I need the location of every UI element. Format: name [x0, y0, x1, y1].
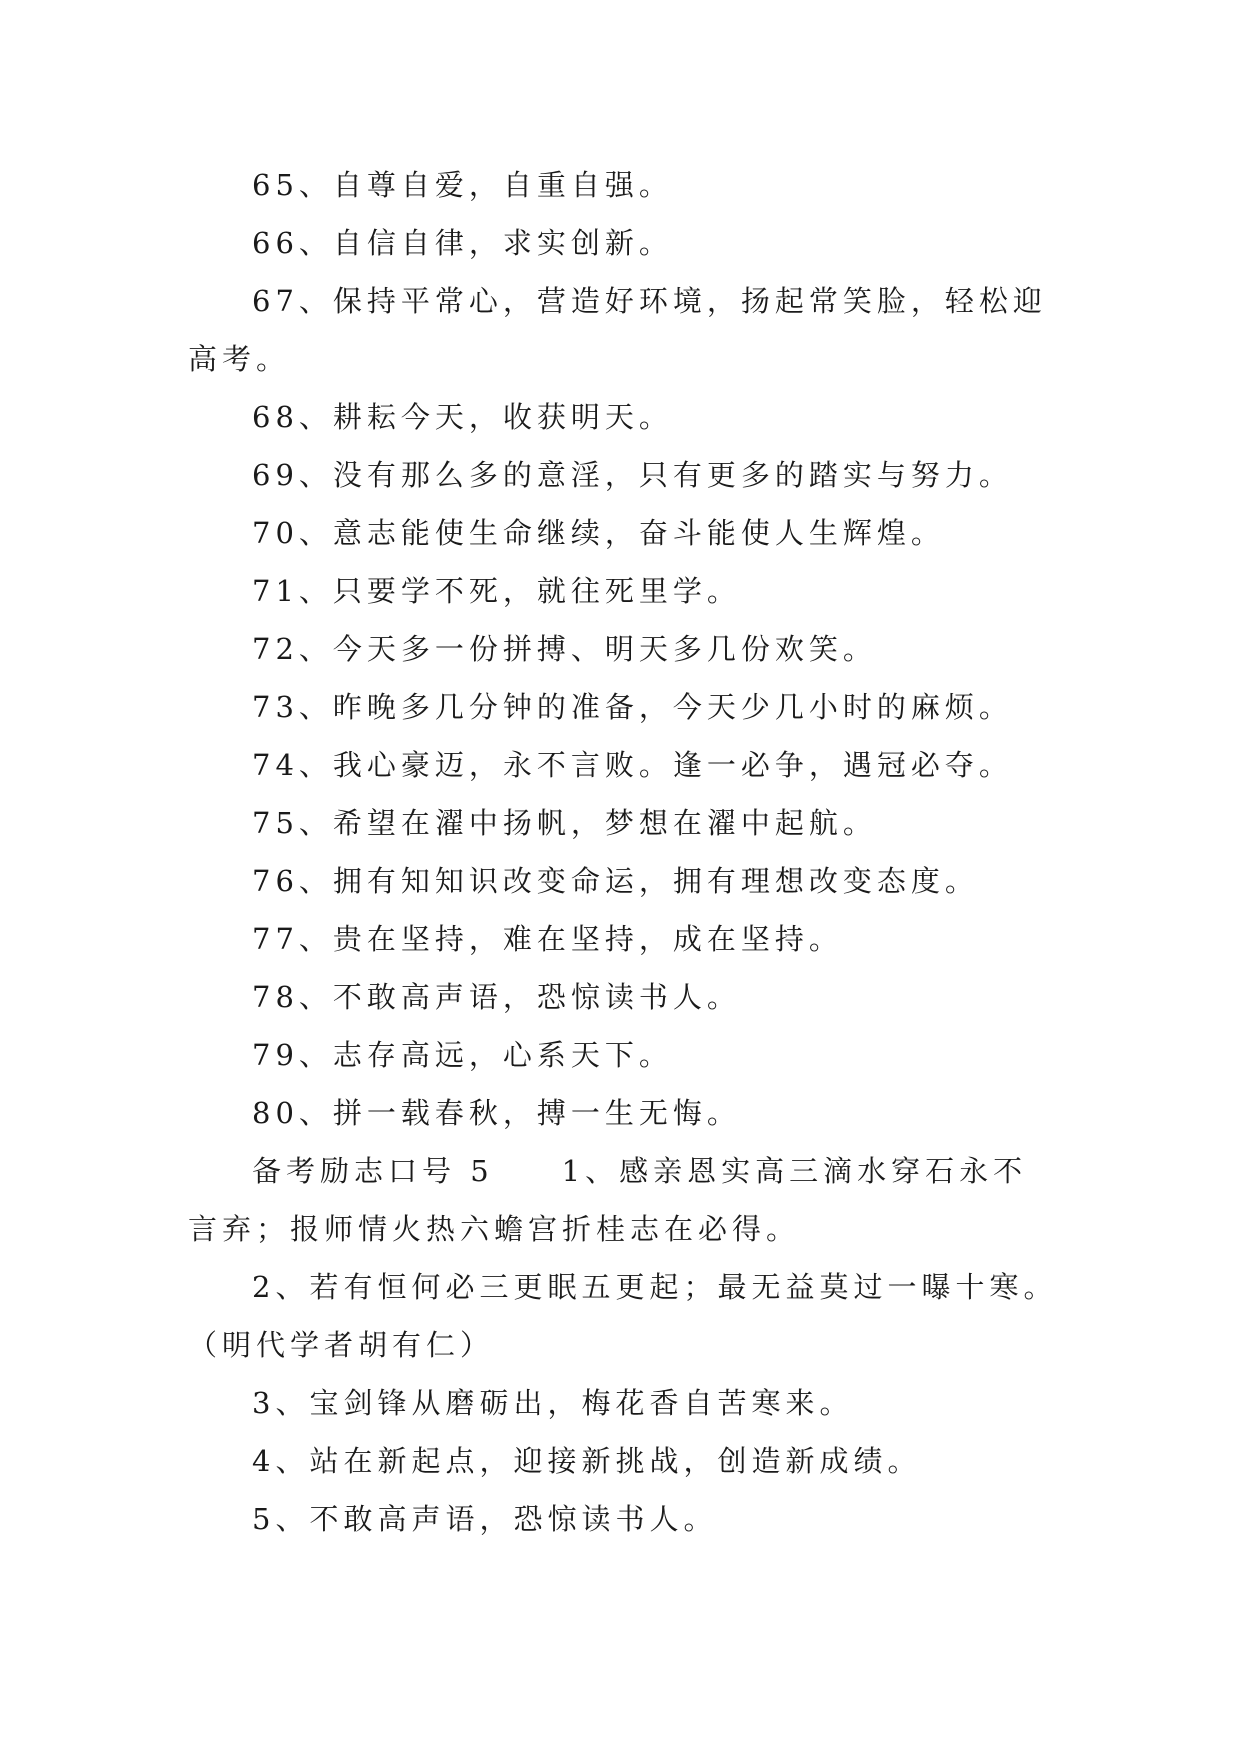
section-heading-slogans-5: 备考励志口号 5 1、感亲恩实高三滴水穿石永不言弃；报师情火热六蟾宫折桂志在必得。	[188, 1154, 1028, 1246]
paragraph-69: 69、没有那么多的意淫，只有更多的踏实与努力。	[252, 458, 1013, 492]
paragraph-77: 77、贵在坚持，难在坚持，成在坚持。	[252, 922, 843, 956]
paragraph-5: 5、不敢高声语，恐惊读书人。	[252, 1502, 718, 1536]
paragraph-73: 73、昨晚多几分钟的准备，今天少几小时的麻烦。	[252, 690, 1013, 724]
paragraph-80: 80、拼一载春秋，搏一生无悔。	[252, 1096, 741, 1130]
paragraph-74: 74、我心豪迈，永不言败。逢一必争，遇冠必夺。	[252, 748, 1013, 782]
paragraph-70: 70、意志能使生命继续，奋斗能使人生辉煌。	[252, 516, 945, 550]
paragraph-2: 2、若有恒何必三更眠五更起；最无益莫过一曝十寒。（明代学者胡有仁）	[188, 1270, 1058, 1362]
paragraph-68: 68、耕耘今天，收获明天。	[252, 400, 673, 434]
paragraph-3: 3、宝剑锋从磨砺出，梅花香自苦寒来。	[252, 1386, 854, 1420]
paragraph-67: 67、保持平常心，营造好环境，扬起常笑脸，轻松迎高考。	[188, 284, 1047, 376]
document-body	[188, 156, 1058, 1548]
paragraph-72: 72、今天多一份拼搏、明天多几份欢笑。	[252, 632, 877, 666]
paragraph-76: 76、拥有知知识改变命运，拥有理想改变态度。	[252, 864, 979, 898]
paragraph-78: 78、不敢高声语，恐惊读书人。	[252, 980, 741, 1014]
paragraph-71: 71、只要学不死，就往死里学。	[252, 574, 741, 608]
paragraph-66: 66、自信自律，求实创新。	[252, 226, 673, 260]
paragraph-79: 79、志存高远，心系天下。	[252, 1038, 673, 1072]
paragraph-4: 4、站在新起点，迎接新挑战，创造新成绩。	[252, 1444, 922, 1478]
paragraph-65: 65、自尊自爱，自重自强。	[252, 168, 673, 202]
paragraph-75: 75、希望在濯中扬帆，梦想在濯中起航。	[252, 806, 877, 840]
